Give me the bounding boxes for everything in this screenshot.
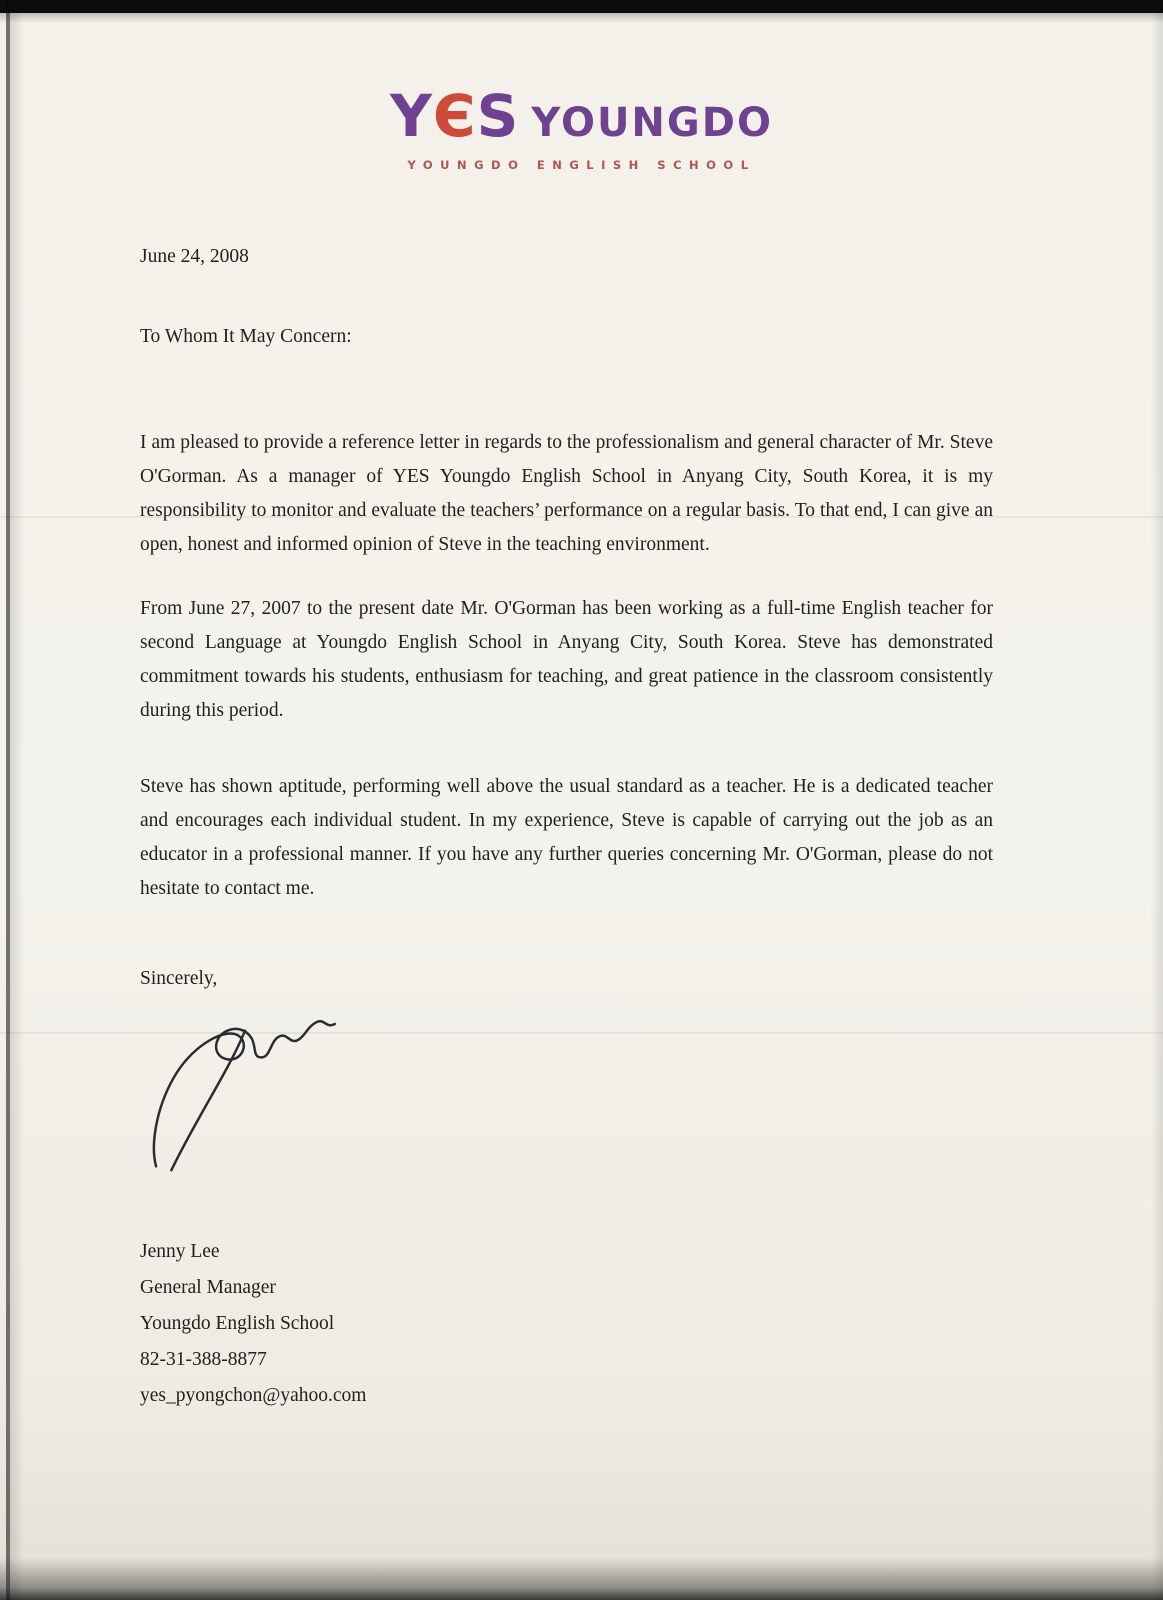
- signature-handwriting: [128, 1002, 360, 1174]
- paragraph-2: From June 27, 2007 to the present date Mr. O'Gorman has been working as a full-time English teacher for second Language at Youngdo English School in Anyang City, South Korea. Steve has demonstrated commitment towards his students, enthusiasm for teaching, and great patience in the classroom consistently during this period.: [140, 598, 993, 721]
- signer-title: General Manager: [140, 1277, 276, 1298]
- logo-letter-e-icon: Є: [433, 82, 477, 150]
- scan-edge-bottom: [0, 1558, 1163, 1600]
- signature-block: [140, 1234, 993, 1414]
- logo-letter-y: Y: [390, 82, 434, 150]
- signer-organization: Youngdo English School: [140, 1313, 335, 1334]
- logo-youngdo-wordmark: YOUNGDO: [531, 100, 773, 146]
- logo-yes-wordmark: [390, 82, 519, 150]
- letter-body: [0, 240, 1163, 1414]
- letterhead: [0, 0, 1163, 172]
- letter-date: June 24, 2008: [140, 246, 249, 267]
- logo-letter-s: S: [476, 82, 520, 150]
- scan-edge-top-shadow: [0, 13, 1163, 23]
- signer-phone: 82-31-388-8877: [140, 1349, 267, 1370]
- scan-edge-right-shadow: [1151, 0, 1163, 1600]
- signer-email: yes_pyongchon@yahoo.com: [140, 1385, 367, 1406]
- logo-tagline: YOUNGDO ENGLISH SCHOOL: [407, 158, 756, 172]
- paper-crease-bottom: [0, 1032, 1163, 1034]
- salutation: To Whom It May Concern:: [140, 326, 352, 347]
- paragraph-1: I am pleased to provide a reference letter in regards to the professionalism and general character of Mr. Steve O'Gorman. As a manager of YES Youngdo English School in Anyang City, South Korea, it is my responsibility to monitor and evaluate the teachers’ performance on a regular basis. To that end, I can give an open, honest and informed opinion of Steve in the teaching environment.: [140, 432, 993, 555]
- school-logo: [0, 82, 1163, 150]
- closing: Sincerely,: [140, 968, 218, 989]
- scan-edge-left-shadow: [10, 0, 24, 1600]
- signer-name: Jenny Lee: [140, 1241, 220, 1262]
- scan-edge-top: [0, 0, 1163, 13]
- paper-crease-top: [0, 516, 1163, 518]
- paragraph-3: Steve has shown aptitude, performing well above the usual standard as a teacher. He is a dedicated teacher and encourages each individual student. In my experience, Steve is capable of carrying out the job as an educator in a professional manner. If you have any further queries concerning Mr. O'Gorman, please do not hesitate to contact me.: [140, 776, 993, 899]
